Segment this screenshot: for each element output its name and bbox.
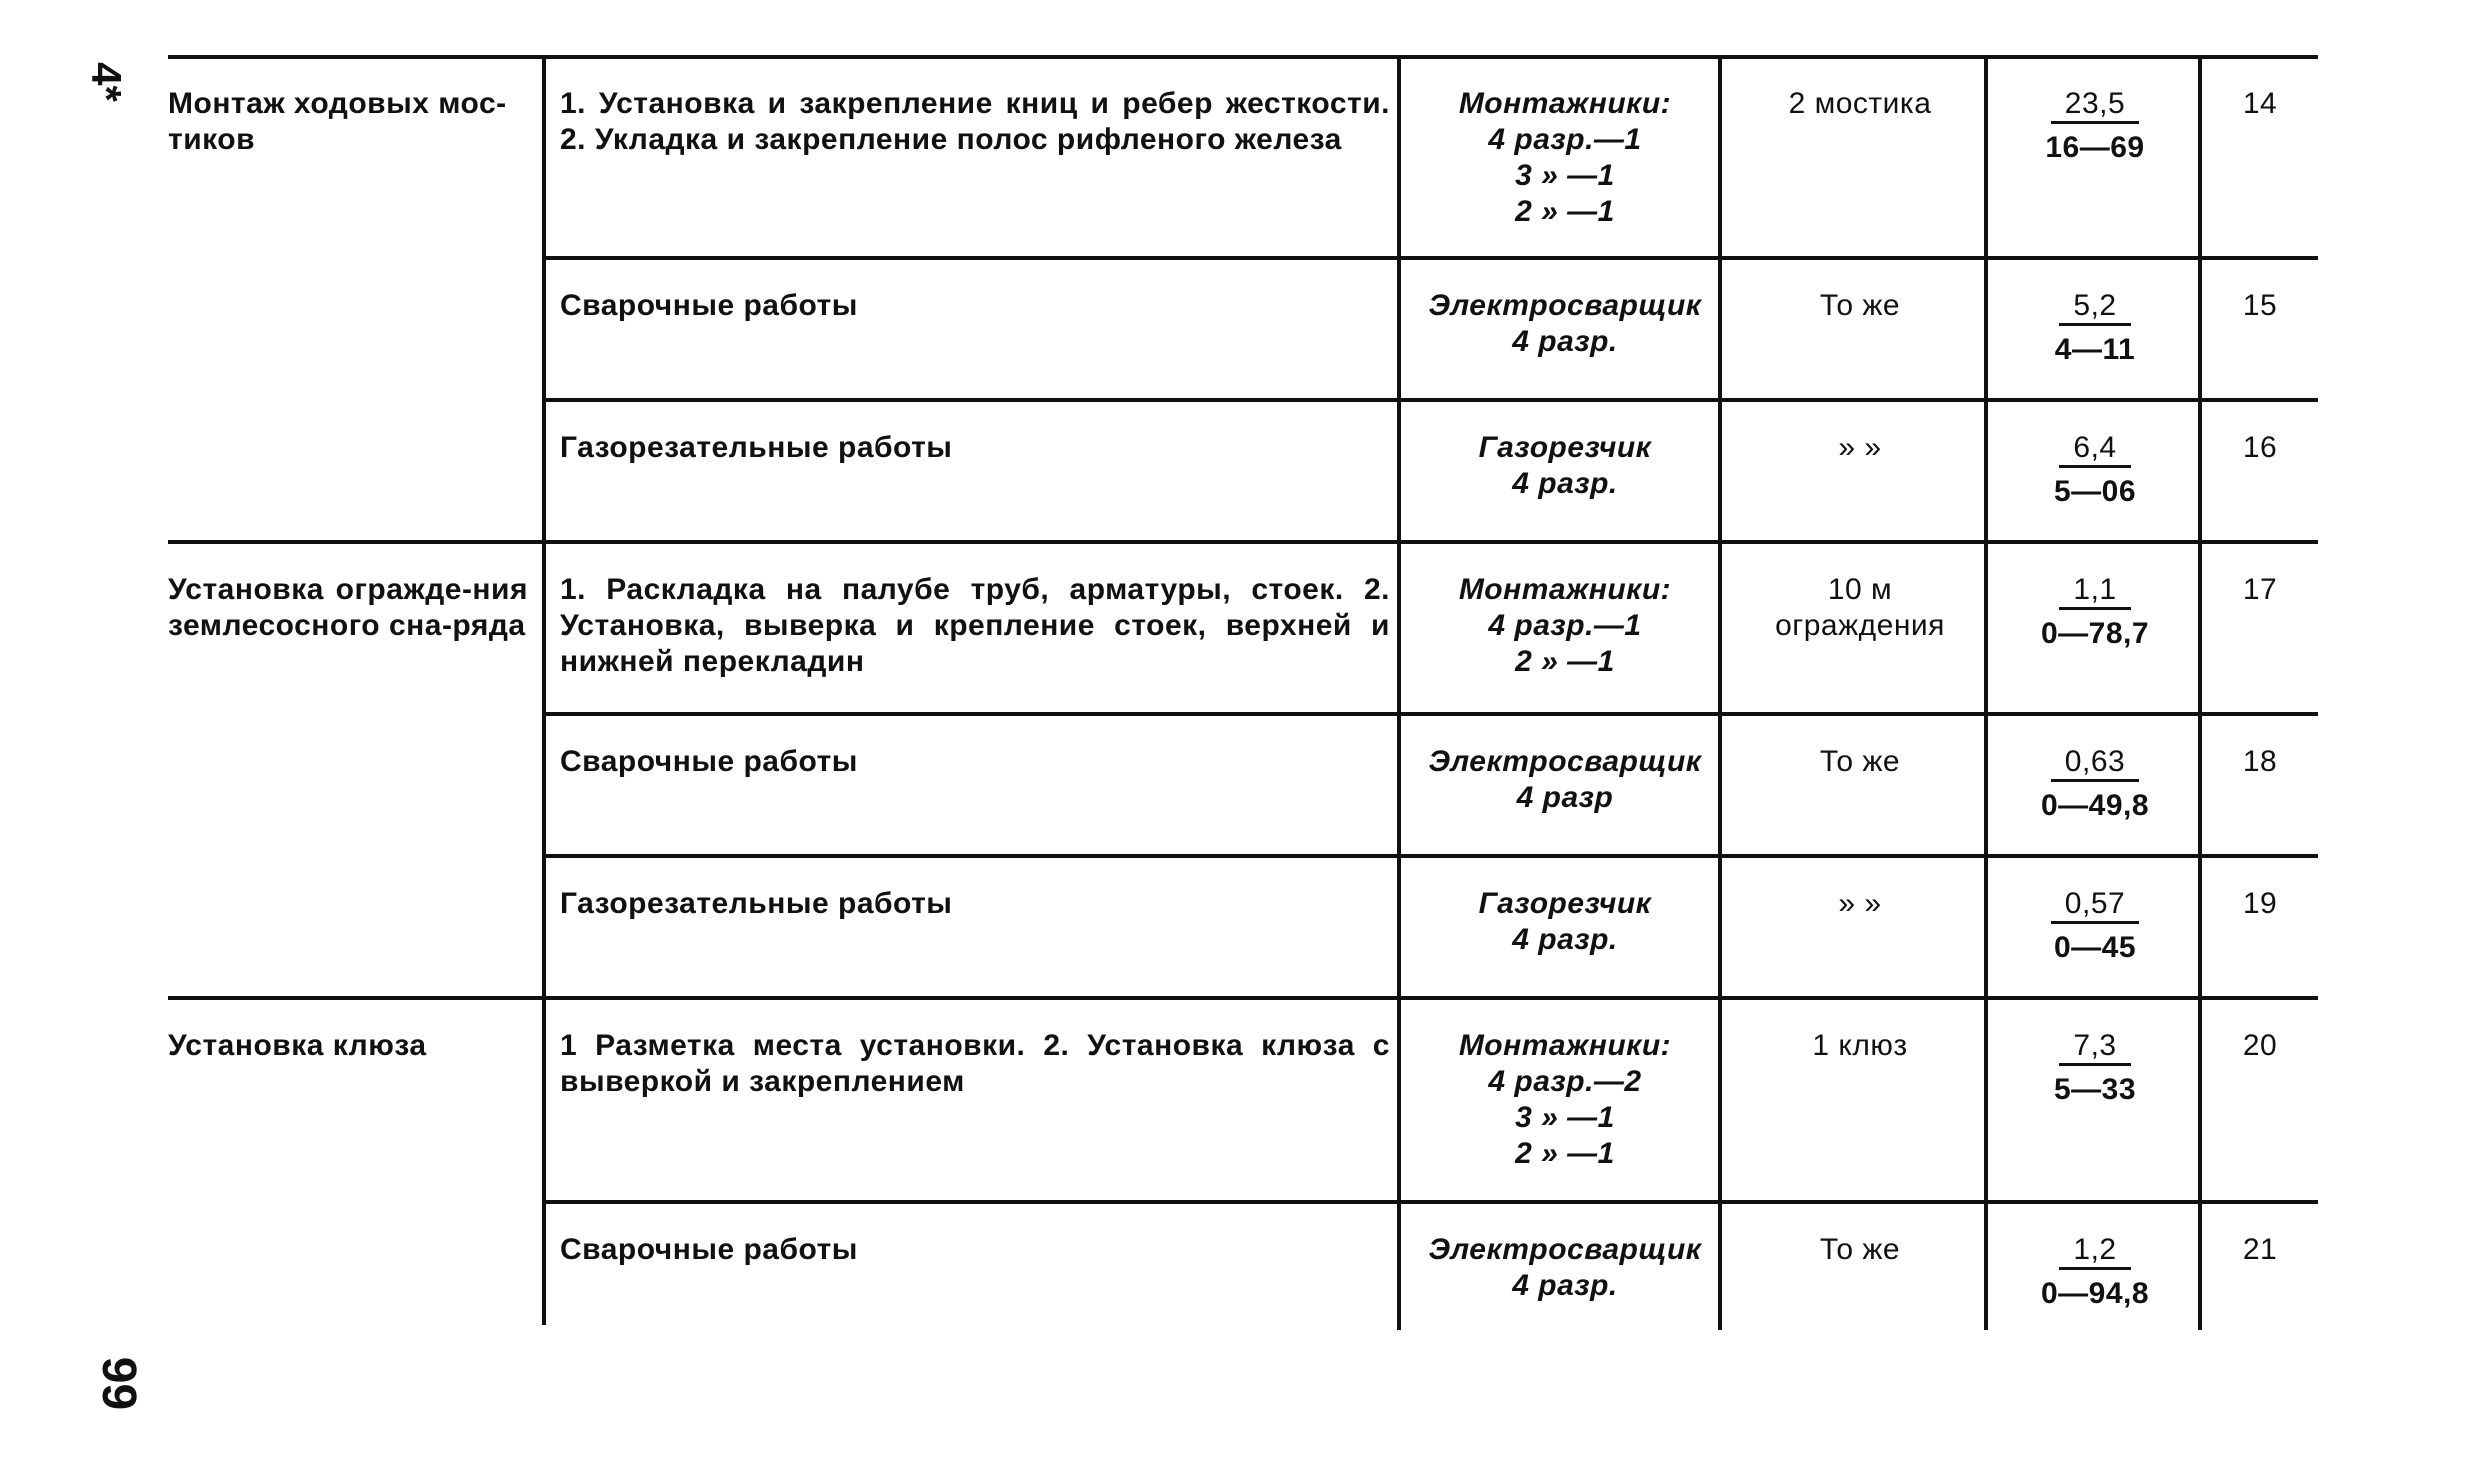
workers-cell: [1410, 430, 1720, 502]
workers-line: 4 разр.—1: [1488, 609, 1642, 642]
norm-rate: 4—11: [2054, 333, 2136, 366]
work-description: Сварочные работы: [560, 745, 858, 778]
row-index: 15: [2242, 289, 2278, 322]
table-rule: [542, 712, 2318, 716]
norm-value: [2000, 1232, 2190, 1316]
workers-line: Монтажники:: [1458, 1029, 1672, 1062]
page-marker-top: 4*: [82, 62, 130, 102]
norm-rate: 5—06: [2053, 475, 2137, 508]
workers-line: 2 » —1: [1515, 645, 1615, 678]
workers-line: 3 » —1: [1515, 1101, 1615, 1134]
norm-rate: 0—45: [2053, 931, 2137, 964]
table-rule: [542, 256, 2318, 260]
workers-line: Электросварщик: [1428, 1233, 1702, 1266]
unit-of-measure: 1 клюз: [1812, 1029, 1908, 1062]
workers-cell: [1410, 86, 1720, 230]
work-description: 1. Раскладка на палубе труб, арматуры, стоек. 2. Установка, выверка и крепление стоек, верхней и нижней перекладин: [560, 573, 1390, 678]
norm-time: 0,57: [2051, 887, 2139, 924]
workers-line: Газорезчик: [1478, 431, 1652, 464]
norm-rate: 0—49,8: [2040, 789, 2150, 822]
work-description: 1. Установка и закрепление книц и ребер жесткости. 2. Укладка и закрепление полос рифленого железа: [560, 87, 1390, 156]
work-description: Газорезательные работы: [560, 887, 953, 920]
workers-cell: [1410, 1028, 1720, 1172]
norm-value: [2000, 288, 2190, 372]
row-index: 18: [2242, 745, 2278, 778]
workers-cell: [1410, 744, 1720, 816]
norm-time: 5,2: [2059, 289, 2130, 326]
work-description: 1 Разметка места установки. 2. Установка клюза с выверкой и закреплением: [560, 1029, 1390, 1098]
norm-rate: 0—94,8: [2040, 1277, 2150, 1310]
row-index: 19: [2242, 887, 2278, 920]
workers-cell: [1410, 886, 1720, 958]
norm-time: 1,2: [2059, 1233, 2130, 1270]
workers-line: Газорезчик: [1478, 887, 1652, 920]
table-column-rule: [542, 55, 546, 1325]
table-column-rule: [1397, 55, 1401, 1330]
workers-line: 4 разр.: [1512, 325, 1618, 358]
unit-of-measure: 10 м ограждения: [1775, 573, 1945, 642]
table-column-rule: [1984, 55, 1988, 1330]
workers-line: 4 разр: [1516, 781, 1614, 814]
workers-cell: [1410, 1232, 1720, 1304]
workers-line: 2 » —1: [1515, 1137, 1615, 1170]
row-index: 16: [2242, 431, 2278, 464]
norm-rate: 0—78,7: [2040, 617, 2150, 650]
unit-of-measure: То же: [1819, 745, 1901, 778]
norm-time: 0,63: [2051, 745, 2139, 782]
row-index: 14: [2242, 87, 2278, 120]
table-rule: [542, 854, 2318, 858]
norm-value: [2000, 572, 2190, 656]
norm-time: 6,4: [2059, 431, 2130, 468]
table-rule: [168, 55, 2318, 59]
norm-value: [2000, 430, 2190, 514]
unit-of-measure: То же: [1819, 289, 1901, 322]
workers-line: 4 разр.—2: [1488, 1065, 1642, 1098]
row-index: 20: [2242, 1029, 2278, 1062]
workers-line: 4 разр.—1: [1488, 123, 1642, 156]
workers-line: 4 разр.: [1512, 1269, 1618, 1302]
work-description: Сварочные работы: [560, 289, 858, 322]
norm-time: 23,5: [2051, 87, 2139, 124]
norm-time: 1,1: [2059, 573, 2130, 610]
page-number: 99: [92, 1356, 146, 1411]
unit-of-measure: То же: [1819, 1233, 1901, 1266]
norm-rate: 5—33: [2053, 1073, 2137, 1106]
table-rule: [542, 398, 2318, 402]
workers-cell: [1410, 572, 1720, 680]
workers-line: Электросварщик: [1428, 289, 1702, 322]
operation-name: Установка огражде-ния землесосного сна-ряда: [168, 573, 528, 642]
operation-name: Монтаж ходовых мос-тиков: [168, 87, 507, 156]
norm-time: 7,3: [2059, 1029, 2130, 1066]
work-description: Газорезательные работы: [560, 431, 953, 464]
unit-of-measure: » »: [1838, 431, 1882, 464]
table-rule: [542, 1200, 2318, 1204]
workers-cell: [1410, 288, 1720, 360]
norm-rate: 16—69: [2045, 131, 2145, 164]
table-rule: [168, 996, 2318, 1000]
workers-line: 2 » —1: [1515, 195, 1615, 228]
unit-of-measure: » »: [1838, 887, 1882, 920]
workers-line: Монтажники:: [1458, 573, 1672, 606]
norm-value: [2000, 1028, 2190, 1112]
workers-line: 3 » —1: [1515, 159, 1615, 192]
table-rule: [168, 540, 2318, 544]
workers-line: Монтажники:: [1458, 87, 1672, 120]
row-index: 21: [2242, 1233, 2278, 1266]
operation-name: Установка клюза: [168, 1029, 427, 1062]
workers-line: Электросварщик: [1428, 745, 1702, 778]
norm-value: [2000, 886, 2190, 970]
workers-line: 4 разр.: [1512, 923, 1618, 956]
table-column-rule: [2198, 55, 2202, 1330]
row-index: 17: [2242, 573, 2278, 606]
norm-value: [2000, 86, 2190, 170]
workers-line: 4 разр.: [1512, 467, 1618, 500]
work-description: Сварочные работы: [560, 1233, 858, 1266]
unit-of-measure: 2 мостика: [1788, 87, 1932, 120]
norm-value: [2000, 744, 2190, 828]
